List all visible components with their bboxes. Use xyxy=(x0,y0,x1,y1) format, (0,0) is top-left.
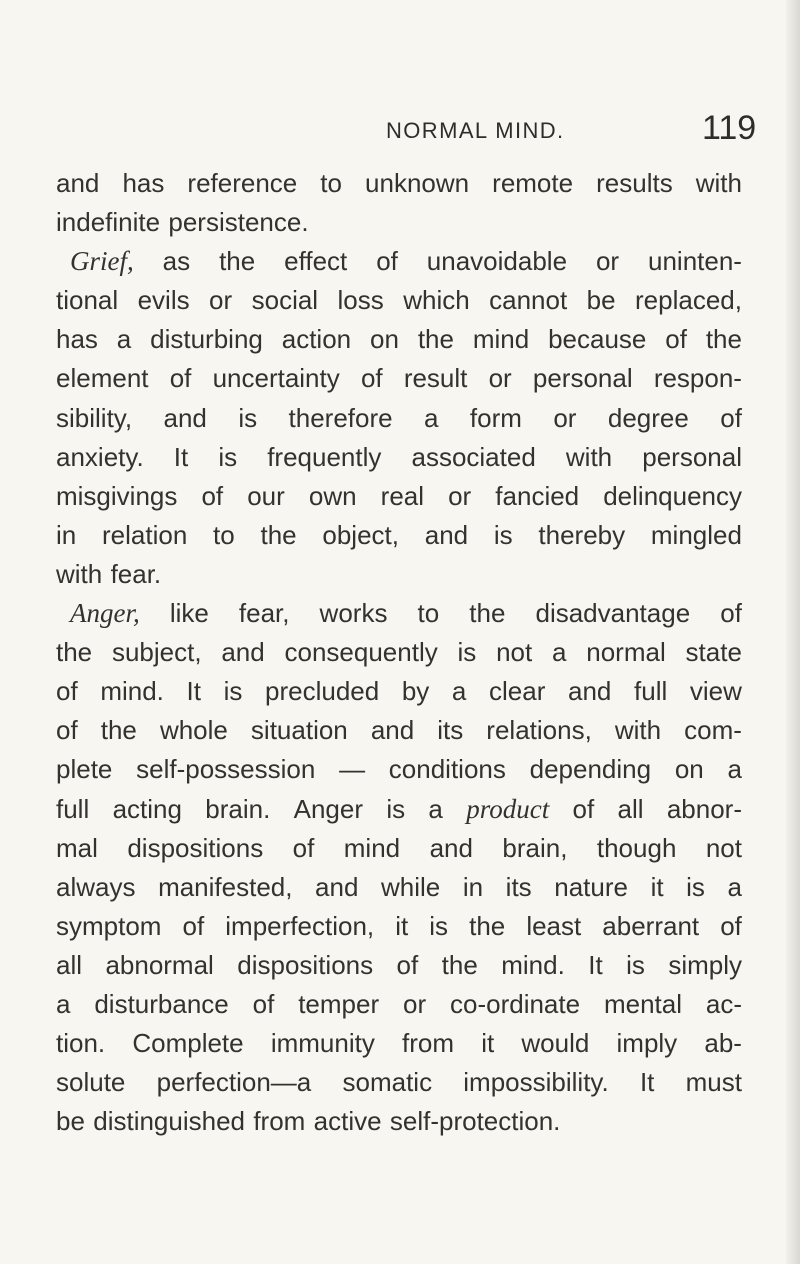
word: on xyxy=(370,324,399,355)
word: situation xyxy=(250,715,348,746)
word: of xyxy=(56,676,78,707)
word: works xyxy=(319,598,388,629)
text-line xyxy=(56,711,742,750)
text-line xyxy=(56,672,742,711)
word: the xyxy=(417,324,454,355)
word: active xyxy=(313,1106,382,1137)
word: its xyxy=(505,871,532,902)
text-line xyxy=(56,868,742,907)
word: would xyxy=(521,1028,590,1059)
word: own xyxy=(308,480,357,511)
text-line xyxy=(56,829,742,868)
word: in xyxy=(462,871,484,902)
word: and xyxy=(424,519,469,550)
text-line xyxy=(56,985,742,1024)
word: loss xyxy=(337,285,384,316)
word: consequently xyxy=(284,637,438,668)
word: from xyxy=(402,1028,455,1059)
word: misgivings xyxy=(56,480,178,511)
word: though xyxy=(596,832,677,863)
word: acting xyxy=(112,793,182,824)
word: and xyxy=(315,871,359,902)
word: the xyxy=(469,910,506,941)
word: or xyxy=(448,480,472,511)
word: It xyxy=(639,1067,655,1098)
word: to xyxy=(213,519,235,550)
word: on xyxy=(674,754,704,785)
word: object, xyxy=(322,519,399,550)
word: view xyxy=(689,676,742,707)
word: mal xyxy=(56,832,98,863)
word: plete xyxy=(56,754,113,785)
word: evils xyxy=(137,285,190,316)
word: self-possession xyxy=(136,754,316,785)
page-edge-shadow xyxy=(786,0,800,1264)
word: fear, xyxy=(238,598,290,629)
word: it xyxy=(481,1028,495,1059)
word: of xyxy=(396,949,419,980)
word: always xyxy=(56,871,136,902)
word: state xyxy=(685,637,742,668)
word: has xyxy=(122,168,165,198)
word: of xyxy=(720,910,742,941)
text-line xyxy=(56,438,742,477)
word: while xyxy=(381,871,441,902)
word: It xyxy=(173,441,189,472)
word: results xyxy=(596,168,673,198)
word: degree xyxy=(607,402,689,433)
word: full xyxy=(634,676,668,707)
text-line xyxy=(56,633,742,672)
word: is xyxy=(626,949,645,980)
word: delinquency xyxy=(603,480,742,511)
word: a xyxy=(424,402,439,433)
word: is xyxy=(457,637,477,668)
word: distinguished xyxy=(93,1106,246,1137)
word: the xyxy=(260,519,297,550)
word: a xyxy=(56,988,71,1019)
text-line xyxy=(56,242,742,281)
word: full xyxy=(56,793,90,824)
italic-word: Grief, xyxy=(70,246,134,277)
word: or xyxy=(595,246,620,277)
word: the xyxy=(100,715,137,746)
running-head xyxy=(56,108,756,158)
text-line xyxy=(56,516,742,555)
text-line xyxy=(56,320,742,359)
word: with xyxy=(56,558,103,589)
text-line xyxy=(56,359,742,398)
word: is xyxy=(429,910,449,941)
word: must xyxy=(685,1067,742,1098)
word: sibility, xyxy=(56,402,133,433)
word: relation xyxy=(102,519,188,550)
word: it xyxy=(395,910,409,941)
word: and xyxy=(370,715,415,746)
word: mind. xyxy=(100,676,164,707)
word: effect xyxy=(284,246,348,277)
word: to xyxy=(320,168,342,198)
text-line xyxy=(56,907,742,946)
word: a xyxy=(727,871,742,902)
word: with xyxy=(614,715,662,746)
word: disturbance xyxy=(94,988,229,1019)
word: respon- xyxy=(653,363,742,394)
text-line xyxy=(56,281,742,320)
word: the xyxy=(469,598,506,629)
word: least xyxy=(526,910,582,941)
word: a xyxy=(428,793,443,824)
word: not xyxy=(705,832,742,863)
italic-word: product xyxy=(466,793,550,824)
word: by xyxy=(401,676,430,707)
body-text xyxy=(56,164,742,1141)
word: because xyxy=(548,324,647,355)
word: manifested, xyxy=(158,871,293,902)
word: or xyxy=(488,363,512,394)
word: anxiety. xyxy=(56,441,144,472)
word: ac- xyxy=(705,988,742,1019)
word: thereby xyxy=(538,519,626,550)
word: Complete xyxy=(132,1028,244,1059)
word: or xyxy=(553,402,577,433)
word: be xyxy=(56,1106,85,1137)
word: from xyxy=(253,1106,306,1137)
word: somatic xyxy=(342,1067,433,1098)
word: and xyxy=(163,402,207,433)
word: abnormal xyxy=(105,949,214,980)
word: immunity xyxy=(270,1028,375,1059)
word: co-ordinate xyxy=(450,988,581,1019)
word: com- xyxy=(684,715,742,746)
word: the xyxy=(441,949,478,980)
word: whole xyxy=(159,715,228,746)
word: of xyxy=(720,598,742,629)
word: has xyxy=(56,324,98,355)
word: of xyxy=(292,832,315,863)
word: a xyxy=(727,754,742,785)
running-head-title: NORMAL MIND. xyxy=(386,118,565,143)
word: temper xyxy=(298,988,380,1019)
word: conditions xyxy=(388,754,506,785)
text-line xyxy=(56,750,742,789)
word: relations, xyxy=(486,715,592,746)
word: not xyxy=(496,637,533,668)
word: a xyxy=(116,324,132,355)
text-line xyxy=(56,790,742,829)
word: reference xyxy=(187,168,298,198)
word: personal xyxy=(642,441,742,472)
word: of xyxy=(201,480,224,511)
word: indefinite xyxy=(56,207,161,238)
word: real xyxy=(380,480,425,511)
word: all xyxy=(56,949,83,980)
word: frequently xyxy=(267,441,382,472)
word: mind. xyxy=(501,949,565,980)
word: of xyxy=(360,363,383,394)
word: subject, xyxy=(111,637,202,668)
word: of xyxy=(572,793,595,824)
word: our xyxy=(247,480,285,511)
word: therefore xyxy=(288,402,393,433)
word: cannot xyxy=(489,285,568,316)
word: of xyxy=(182,910,205,941)
word: uncertainty xyxy=(212,363,340,394)
word: aberrant xyxy=(602,910,700,941)
italic-word: Anger, xyxy=(70,598,140,629)
word: a xyxy=(552,637,567,668)
word: form xyxy=(469,402,522,433)
word: element xyxy=(56,363,149,394)
word: of xyxy=(665,324,687,355)
word: associated xyxy=(411,441,536,472)
word: its xyxy=(437,715,464,746)
word: clear xyxy=(489,676,546,707)
word: impossibility. xyxy=(463,1067,609,1098)
word: like xyxy=(169,598,209,629)
word: depending xyxy=(529,754,652,785)
text-line xyxy=(56,594,742,633)
word: tional xyxy=(56,285,119,316)
word: brain. xyxy=(205,793,271,824)
word: a xyxy=(451,676,467,707)
word: the xyxy=(705,324,742,355)
word: it xyxy=(650,871,664,902)
text-line xyxy=(56,477,742,516)
text-line xyxy=(56,399,742,438)
word: of xyxy=(56,715,78,746)
word: the xyxy=(56,637,93,668)
word: replaced, xyxy=(635,285,742,316)
word: abnor- xyxy=(666,793,742,824)
word: is xyxy=(223,676,243,707)
page-number: 119 xyxy=(702,109,757,147)
word: or xyxy=(209,285,233,316)
word: of xyxy=(720,402,742,433)
word: brain, xyxy=(502,832,568,863)
word: the xyxy=(219,246,256,277)
word: with xyxy=(565,441,613,472)
text-line xyxy=(56,164,742,203)
word: is xyxy=(493,519,513,550)
word: is xyxy=(218,441,238,472)
word: It xyxy=(588,949,603,980)
word: with xyxy=(695,168,742,198)
word: as xyxy=(162,246,191,277)
word: social xyxy=(251,285,319,316)
word: mind xyxy=(343,832,401,863)
word: disturbing xyxy=(150,324,263,355)
word: of xyxy=(376,246,398,277)
word: It xyxy=(186,676,201,707)
word: uninten- xyxy=(648,246,742,277)
word: to xyxy=(417,598,440,629)
word: remote xyxy=(492,168,574,198)
word: solute xyxy=(56,1067,126,1098)
word: is xyxy=(238,402,258,433)
word: and xyxy=(568,676,612,707)
word: persistence. xyxy=(168,207,309,238)
text-line xyxy=(56,1102,742,1141)
word: mental xyxy=(603,988,682,1019)
word: result xyxy=(403,363,468,394)
word: normal xyxy=(586,637,666,668)
word: in xyxy=(56,519,77,550)
word: self-protection. xyxy=(389,1106,561,1137)
word: unknown xyxy=(365,168,470,198)
word: or xyxy=(403,988,427,1019)
word: mingled xyxy=(650,519,742,550)
word: dispositions xyxy=(237,949,374,980)
word: perfection—a xyxy=(156,1067,312,1098)
word: all xyxy=(617,793,644,824)
word: — xyxy=(339,754,366,785)
text-line xyxy=(56,203,742,242)
text-line xyxy=(56,1024,742,1063)
word: and xyxy=(429,832,473,863)
word: of xyxy=(169,363,192,394)
word: disadvantage xyxy=(535,598,691,629)
word: action xyxy=(281,324,352,355)
word: fancied xyxy=(495,480,580,511)
word: fear. xyxy=(110,558,162,589)
word: simply xyxy=(668,949,742,980)
word: imperfection, xyxy=(225,910,375,941)
word: unavoidable xyxy=(426,246,568,277)
text-line xyxy=(56,946,742,985)
word: is xyxy=(386,793,406,824)
word: imply xyxy=(616,1028,678,1059)
word: tion. xyxy=(56,1028,106,1059)
word: and xyxy=(56,168,100,198)
word: of xyxy=(252,988,275,1019)
word: ab- xyxy=(704,1028,742,1059)
text-line xyxy=(56,1063,742,1102)
word: dispositions xyxy=(127,832,264,863)
word: nature xyxy=(554,871,628,902)
word: mind xyxy=(472,324,530,355)
text-line xyxy=(56,555,742,594)
word: be xyxy=(586,285,616,316)
word: precluded xyxy=(265,676,380,707)
word: which xyxy=(403,285,470,316)
word: is xyxy=(686,871,705,902)
word: Anger xyxy=(293,793,364,824)
word: and xyxy=(221,637,265,668)
word: personal xyxy=(532,363,633,394)
word: symptom xyxy=(56,910,162,941)
